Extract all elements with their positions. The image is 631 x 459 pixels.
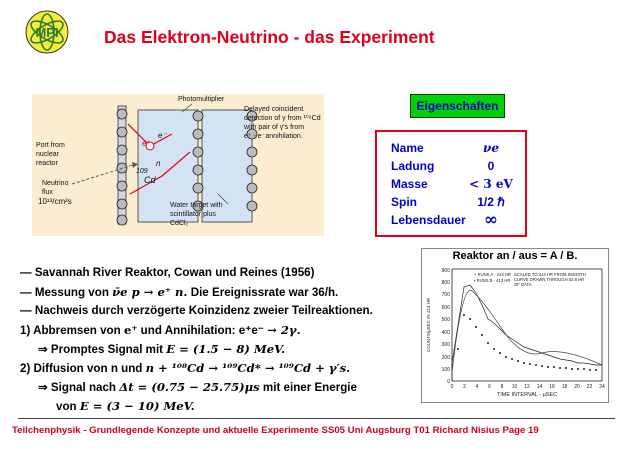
property-value: ∞ [483,210,499,230]
text-line-5: ⇒ Promptes Signal mit E = (1.5 − 8) MeV. [38,342,286,356]
port-label-2: nuclear [36,151,59,158]
positron-label: e⁺ [142,139,151,148]
legend-b: • RUNS B - 413 HR [474,278,511,283]
port-label-3: reactor [36,160,58,167]
x-tick: 18 [561,384,568,390]
property-row-ladung [391,159,519,176]
property-row-lebensdauer [391,210,519,230]
x-tick: 2 [463,384,466,390]
plot-note-1: SCALED TO 413 HR FROM SMOOTH [514,272,586,277]
property-key: Ladung [391,159,435,173]
text-line-1: — Savannah River Reaktor, Cowan und Reines (1956) [20,266,315,279]
flux-value: 10¹³/cm²s [38,197,72,206]
x-tick: 4 [475,384,479,390]
property-value: < 3 eV [469,177,513,191]
flux-label-2: flux [42,189,53,196]
plot-note-3: OF DATA [514,282,532,287]
cd-label: Cd [144,175,156,185]
property-key: Lebensdauer [391,213,466,227]
plot-note-2: CURVE DRAWN THROUGH 52.8 HR [514,277,585,282]
property-key: Name [391,141,424,155]
property-value: 1/2 ℏ [477,195,505,209]
y-tick: 100 [441,367,450,373]
x-tick: 12 [524,384,530,390]
text-line-7: ⇒ Signal nach Δt = (0.75 − 25.75)μs mit einer Energie [38,380,357,394]
delayed-label-3: with pair of γ's from [244,124,305,131]
atom-logo-icon [24,9,70,55]
x-tick: 0 [450,384,454,390]
x-tick: 22 [586,384,593,390]
runs-a-histogram [452,285,602,381]
properties-header: Eigenschaften [410,94,505,118]
delayed-label-4: e⁺ - e⁻annihilation. [244,133,303,140]
delayed-label-2: detection of γ from ¹⁰⁹Cd [244,115,321,122]
footer: Teilchenphysik - Grundlegende Konzepte und aktuelle Experimente SS05 Uni Augsburg T01 Richard Nisius Page 19 [12,425,539,436]
y-tick: 800 [441,280,450,286]
x-tick: 14 [536,384,543,390]
footer-divider [18,418,615,419]
x-tick: 10 [511,384,518,390]
water-label-3: CdCl₂ [170,220,189,227]
property-value: 0 [487,159,495,173]
text-line-4: 1) Abbremsen von e⁺ und Annihilation: e⁺e⁻ → 2γ. [20,323,301,337]
logo-text: MPI [35,25,59,40]
y-tick: 500 [441,317,450,323]
text-line-3: — Nachweis durch verzögerte Koinzidenz zweier Teilreaktionen. [20,304,373,317]
port-label-1: Port from [36,142,65,149]
x-axis-label: TIME INTERVAL - μSEC [496,392,558,398]
y-tick: 600 [441,305,450,311]
property-row-name [391,141,519,158]
y-tick: 400 [441,330,450,336]
x-tick: 6 [488,384,491,390]
property-row-masse [391,177,519,194]
water-label-2: scintillator plus [170,211,216,218]
properties-table [375,130,527,237]
decay-curve-plot [422,263,608,401]
x-tick: 16 [549,384,555,390]
water-label-1: Water target with [170,202,223,209]
photomultiplier-label: Photomultiplier [178,96,225,103]
mpi-logo [24,9,70,55]
y-axis-label: COUNTS/μSEC IN 413 HR [426,297,431,353]
reactor-plot [421,248,609,403]
text-line-6: 2) Diffusion von n und n + ¹⁰⁸Cd → ¹⁰⁹Cd* → ¹⁰⁹Cd + γ′s. [20,361,351,375]
x-tick: 24 [599,384,605,390]
property-key: Spin [391,195,417,209]
y-tick: 700 [441,292,450,298]
electron-label: e⁻ [158,131,167,140]
property-value: νe [483,141,499,155]
property-key: Masse [391,177,428,191]
y-tick: 900 [441,268,450,274]
cd-mass-label: 109 [136,168,148,175]
neutron-label: n [156,159,161,168]
x-tick: 8 [500,384,504,390]
flux-label-1: Neutrino [42,180,69,187]
text-line-8: von E = (3 − 10) MeV. [56,399,195,413]
smooth-curve [452,290,602,373]
text-line-2: — Messung von ν̄e p → e⁺ n. Die Ereignissrate war 36/h. [20,285,339,299]
page-title: Das Elektron-Neutrino - das Experiment [104,27,435,47]
plot-title: Reaktor an / aus = A / B. [452,250,578,262]
experiment-figure [32,94,324,236]
y-tick: 300 [441,342,450,348]
delayed-label-1: Delayed coincident [244,106,304,113]
x-tick: 20 [574,384,580,390]
legend-a: + RUNS A - 413 HR [474,272,511,277]
y-tick: 0 [447,379,450,385]
y-tick: 200 [441,355,450,361]
